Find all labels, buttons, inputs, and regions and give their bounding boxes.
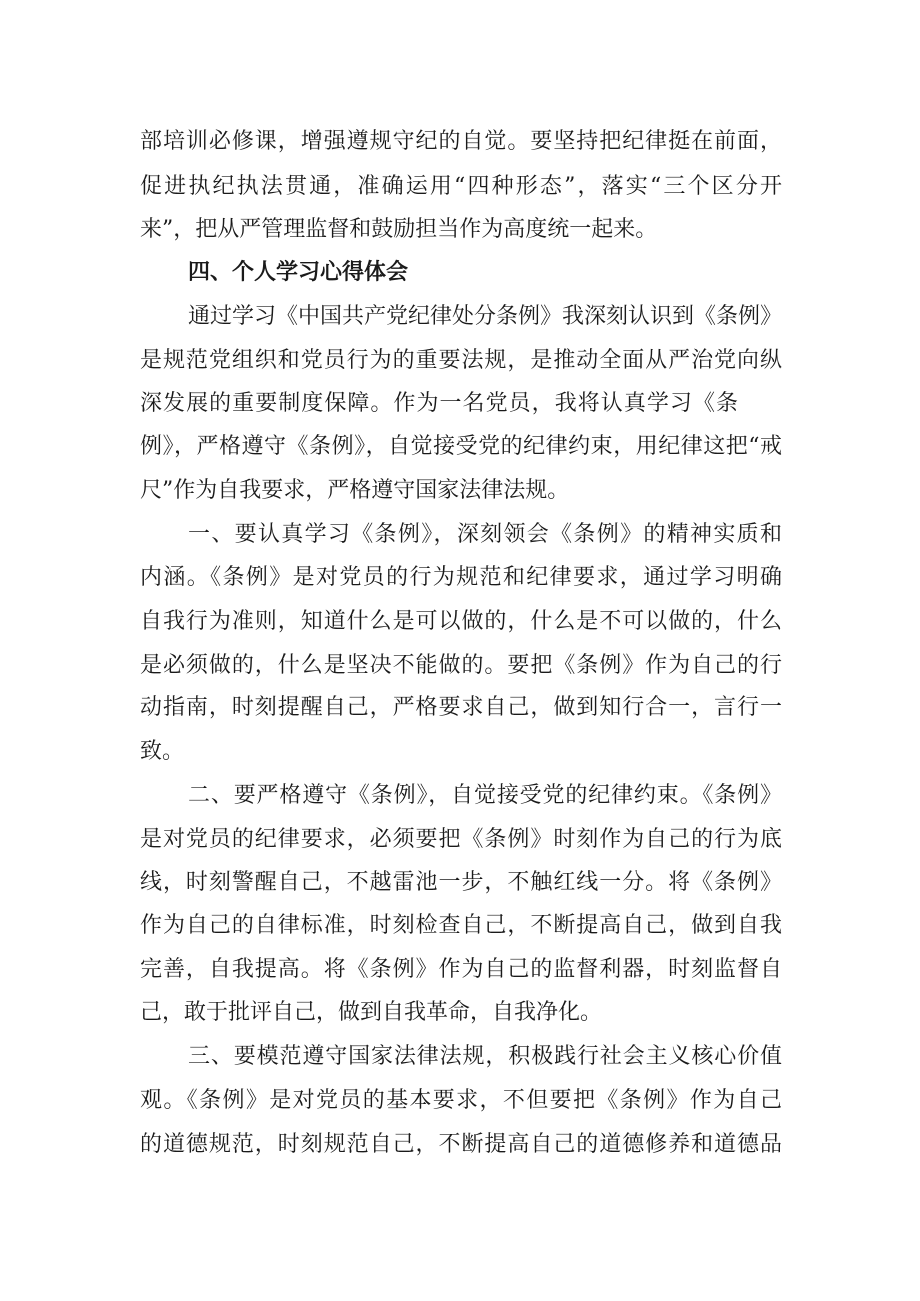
text-line-18: 线，时刻警醒自己，不越雷池一步，不触红线一分。将《条例》 xyxy=(140,870,782,895)
text-line-14: 动指南，时刻提醒自己，严格要求自己，做到知行合一，言行一 xyxy=(140,695,782,720)
section-heading: 四、个人学习心得体会 xyxy=(188,260,409,285)
text-line-7: 深发展的重要制度保障。作为一名党员，我将认真学习《条 xyxy=(140,391,738,416)
text-line-21: 己，敢于批评自己，做到自我革命，自我净化。 xyxy=(140,1000,603,1025)
text-line-10: 一、要认真学习《条例》，深刻领会《条例》的精神实质和 xyxy=(188,522,782,547)
text-line-20: 完善，自我提高。将《条例》作为自己的监督利器，时刻监督自 xyxy=(140,957,782,982)
text-line-17: 是对党员的纪律要求，必须要把《条例》时刻作为自己的行为底 xyxy=(140,827,782,852)
text-line-6: 是规范党组织和党员行为的重要法规，是推动全面从严治党向纵 xyxy=(140,348,782,373)
text-line-23: 观。《条例》是对党员的基本要求，不但要把《条例》作为自己 xyxy=(140,1088,782,1113)
text-line-16: 二、要严格遵守《条例》，自觉接受党的纪律约束。《条例》 xyxy=(188,783,782,808)
text-line-3: 来”，把从严管理监督和鼓励担当作为高度统一起来。 xyxy=(140,217,658,242)
text-line-9: 尺”作为自我要求，严格遵守国家法律法规。 xyxy=(140,478,570,503)
text-line-11: 内涵。《条例》是对党员的行为规范和纪律要求，通过学习明确 xyxy=(140,565,782,590)
text-line-8: 例》，严格遵守《条例》，自觉接受党的纪律约束，用纪律这把“戒 xyxy=(140,434,782,459)
text-line-19: 作为自己的自律标准，时刻检查自己，不断提高自己，做到自我 xyxy=(140,913,782,938)
text-line-24: 的道德规范，时刻规范自己，不断提高自己的道德修养和道德品 xyxy=(140,1132,782,1157)
text-line-2: 促进执纪执法贯通，准确运用“四种形态”，落实“三个区分开 xyxy=(140,174,782,199)
text-line-1: 部培训必修课，增强遵规守纪的自觉。要坚持把纪律挺在前面， xyxy=(140,129,782,154)
text-line-12: 自我行为准则，知道什么是可以做的，什么是不可以做的，什么 xyxy=(140,609,782,634)
text-line-13: 是必须做的，什么是坚决不能做的。要把《条例》作为自己的行 xyxy=(140,653,782,678)
text-line-15: 致。 xyxy=(140,739,185,764)
text-line-22: 三、要模范遵守国家法律法规，积极践行社会主义核心价值 xyxy=(188,1044,782,1069)
text-line-5: 通过学习《中国共产党纪律处分条例》我深刻认识到《条例》 xyxy=(188,304,783,329)
